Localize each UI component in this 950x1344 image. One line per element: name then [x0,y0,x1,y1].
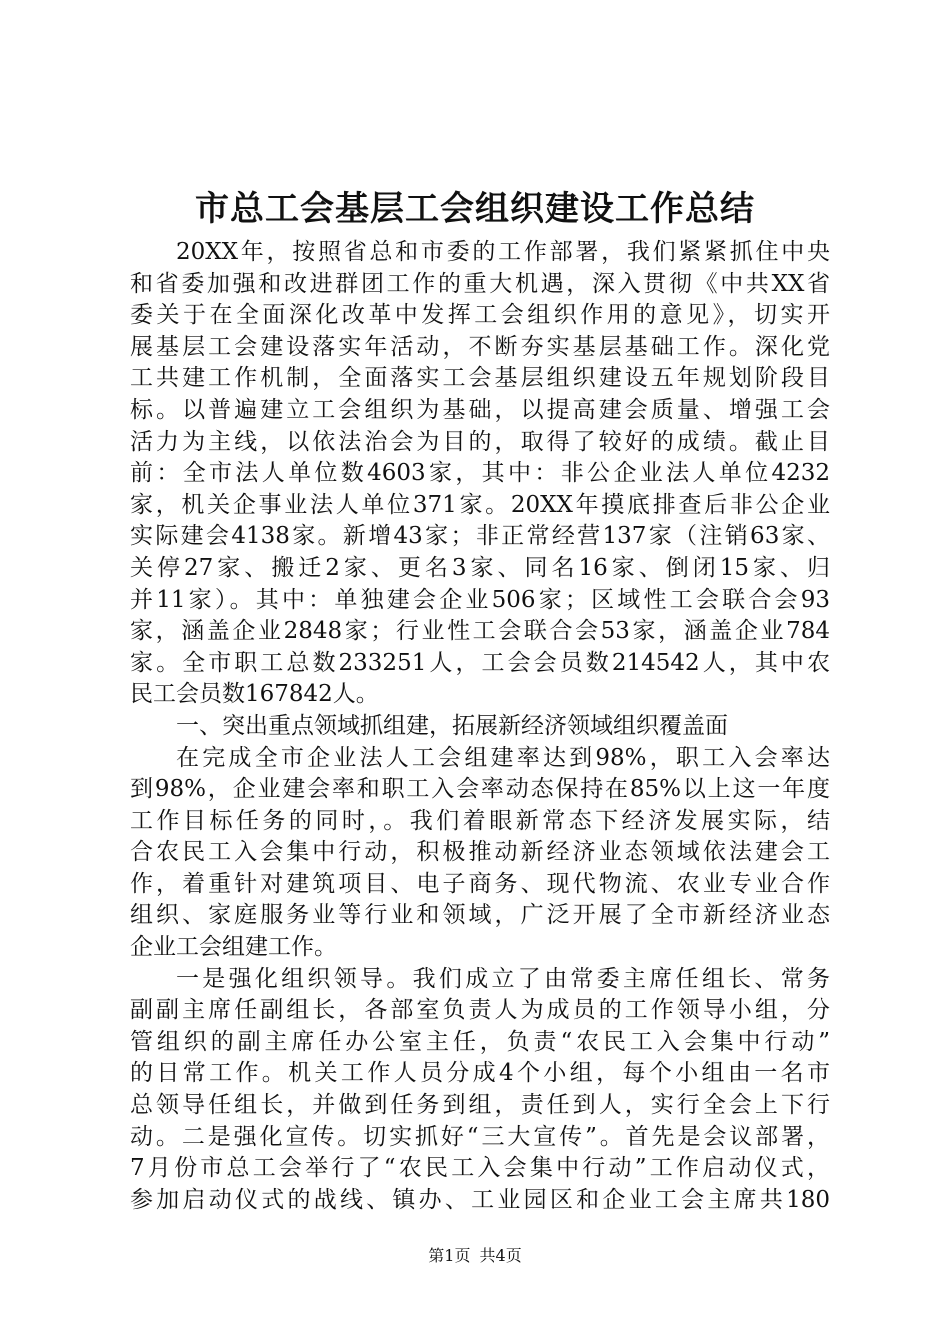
text-line: 和省委加强和改进群团工作的重大机遇，深入贯彻《中共XX省 [130,270,830,297]
text-line: 委关于在全面深化改革中发挥工会组织作用的意见》，切实开 [130,302,830,329]
text-line: 参加启动仪式的战线、镇办、工业园区和企业工会主席共180 [130,1186,830,1213]
text-line: 合农民工入会集中行动，积极推动新经济业态领域依法建会工 [130,839,830,866]
document-body [130,237,830,1216]
text-line: 活力为主线，以依法治会为目的，取得了较好的成绩。截止目 [130,428,830,455]
text-line: 工共建工作机制，全面落实工会基层组织建设五年规划阶段目 [130,365,830,392]
text-line: 并11家）。其中：单独建会企业506家；区域性工会联合会93 [130,586,830,613]
text-line: 家，机关企事业法人单位371家。20XX年摸底排查后非公企业 [130,491,830,518]
text-line: 展基层工会建设落实年活动，不断夯实基层基础工作。深化党 [130,333,830,360]
text-line: 的日常工作。机关工作人员分成4个小组，每个小组由一名市 [130,1060,830,1087]
text-line: 总领导任组长，并做到任务到组，责任到人，实行全会上下行 [130,1092,830,1119]
text-line: 工作目标任务的同时，。我们着眼新常态下经济发展实际，结 [130,807,830,834]
text-line: 一是强化组织领导。我们成立了由常委主席任组长、常务 [176,965,830,992]
text-line: 组织、家庭服务业等行业和领域，广泛开展了全市新经济业态 [130,902,830,929]
page-total: 共4页 [479,1246,522,1265]
text-line: 20XX年，按照省总和市委的工作部署，我们紧紧抓住中央 [176,239,830,265]
section-heading: 一、突出重点领域抓组建，拓展新经济领域组织覆盖面 [176,712,728,739]
text-line: 作，着重针对建筑项目、电子商务、现代物流、农业专业合作 [130,870,830,897]
text-line: 副副主席任副组长，各部室负责人为成员的工作领导小组，分 [130,997,830,1024]
text-line: 实际建会4138家。新增43家；非正常经营137家（注销63家、 [130,523,830,550]
text-line: 在完成全市企业法人工会组建率达到98%，职工入会率达 [176,744,830,771]
text-line: 管组织的副主席任办公室主任，负责“农民工入会集中行动” [130,1028,830,1055]
text-line: 到98%，企业建会率和职工入会率动态保持在85%以上这一年度 [130,776,830,803]
page-number: 第1页 [428,1246,471,1265]
text-line: 关停27家、搬迁2家、更名3家、同名16家、倒闭15家、归 [130,554,830,581]
page-footer [0,1245,950,1267]
text-line: 前：全市法人单位数4603家，其中：非公企业法人单位4232 [130,460,830,487]
text-line: 标。以普遍建立工会组织为基础，以提高建会质量、增强工会 [130,396,830,423]
text-line: 7月份市总工会举行了“农民工入会集中行动”工作启动仪式， [130,1155,830,1182]
text-line: 企业工会组建工作。 [130,934,337,961]
text-line: 民工会员数167842人。 [130,681,379,708]
text-line: 动。二是强化宣传。切实抓好“三大宣传”。首先是会议部署， [130,1123,830,1150]
text-line: 家，涵盖企业2848家；行业性工会联合会53家，涵盖企业784 [130,618,830,645]
document-title: 市总工会基层工会组织建设工作总结 [195,189,755,229]
text-line: 家。全市职工总数233251人，工会会员数214542人，其中农 [130,649,830,676]
